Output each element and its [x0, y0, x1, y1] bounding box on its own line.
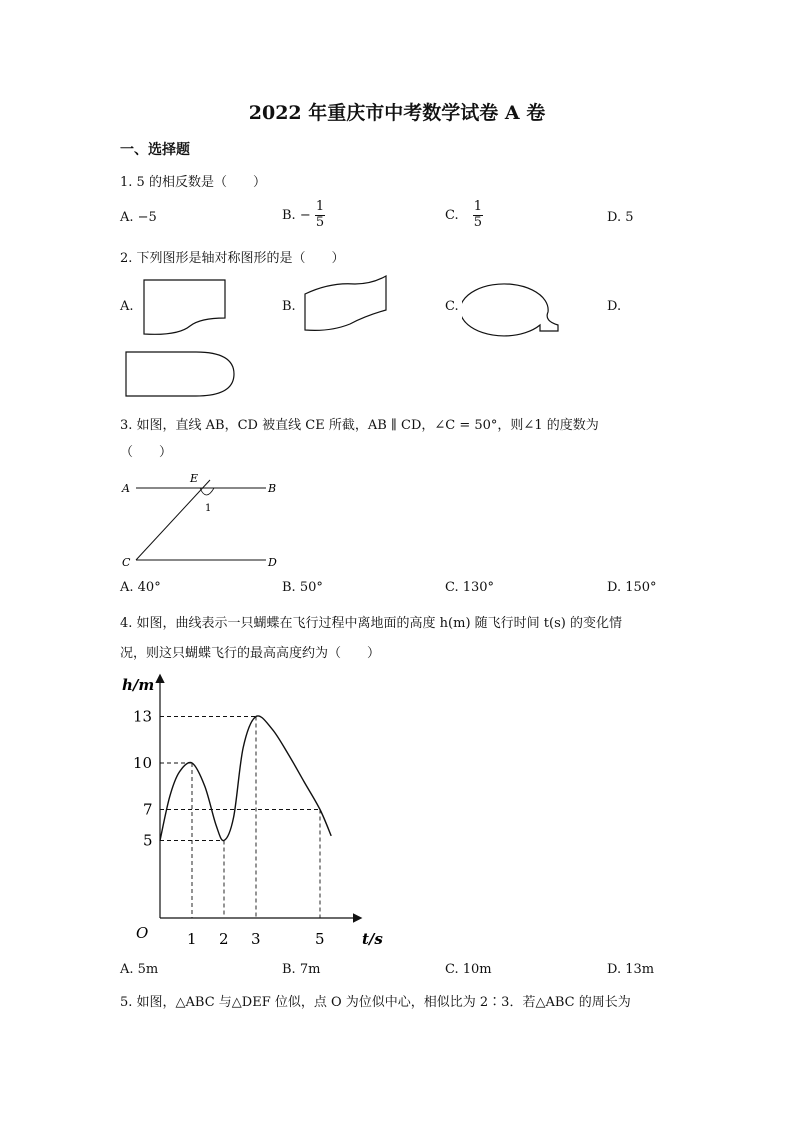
q1-option-b-denominator: 5	[315, 214, 325, 230]
label-c: C	[122, 556, 131, 569]
label-a: A	[122, 482, 130, 495]
q1-option-a: A. −5	[120, 210, 157, 225]
y-tick-label: 5	[143, 831, 153, 850]
q1-option-b-prefix: B. −	[282, 207, 311, 223]
q3-figure	[118, 468, 290, 572]
q1-option-b-numerator: 1	[315, 199, 325, 214]
x-tick-label: 2	[219, 930, 229, 948]
q4-option-c: C. 10m	[445, 962, 492, 977]
question-4-stem-line-2: 况，则这只蝴蝶飞行的最高高度约为（ ）	[120, 646, 381, 661]
q1-option-d: D. 5	[607, 210, 634, 225]
q3-option-a: A. 40°	[120, 580, 161, 595]
question-2-stem: 2. 下列图形是轴对称图形的是（ ）	[120, 251, 345, 266]
q3-option-d: D. 150°	[607, 580, 657, 595]
chart-tick-labels	[133, 708, 325, 949]
y-tick-label: 10	[133, 754, 153, 772]
q4-option-d: D. 13m	[607, 962, 655, 977]
origin-label: O	[136, 924, 149, 942]
y-axis-label: h/m	[122, 676, 155, 694]
question-4-stem-line-1: 4. 如图，曲线表示一只蝴蝶在飞行过程中离地面的高度 h(m) 随飞行时间 t(s) 的变化情	[120, 616, 622, 631]
y-tick-label: 13	[133, 707, 153, 726]
x-tick-label: 3	[251, 930, 261, 948]
section-heading: 一、选择题	[120, 142, 190, 158]
q2-shape-b	[300, 272, 392, 334]
line-ce	[136, 480, 210, 560]
q1-option-b-fraction	[315, 200, 325, 231]
q1-option-c-denominator: 5	[473, 214, 483, 230]
q1-option-c-numerator: 1	[473, 199, 483, 214]
page-title: 2022 年重庆市中考数学试卷 A 卷	[248, 102, 546, 124]
label-angle-1: 1	[205, 503, 212, 514]
label-e: E	[190, 472, 199, 485]
chart-guide-lines	[160, 717, 320, 919]
y-tick-label: 7	[143, 800, 153, 819]
q3-option-b: B. 50°	[282, 580, 323, 595]
q2-option-b-label: B.	[282, 299, 296, 314]
q1-option-b	[282, 200, 325, 231]
q1-option-c-prefix: C.	[445, 207, 459, 223]
height-curve	[160, 716, 331, 841]
q3-option-c: C. 130°	[445, 580, 495, 595]
q4-option-b: B. 7m	[282, 962, 321, 977]
q1-option-c-fraction	[473, 200, 483, 231]
q2-option-a-label: A.	[120, 299, 134, 314]
question-3-paren: （ ）	[120, 445, 173, 460]
q2-shape-d	[122, 348, 240, 402]
question-5-stem: 5. 如图，△ABC 与△DEF 位似，点 O 为位似中心，相似比为 2∶3．若△ABC 的周长为	[120, 995, 631, 1010]
q4-height-time-chart	[110, 668, 400, 953]
x-tick-label: 5	[315, 930, 325, 948]
question-3-stem: 3. 如图，直线 AB，CD 被直线 CE 所截，AB ∥ CD，∠C = 50°，则∠1 的度数为	[120, 418, 599, 433]
q2-option-c-label: C.	[445, 299, 459, 314]
label-d: D	[268, 556, 277, 569]
q2-shape-c	[462, 275, 564, 337]
question-1-stem: 1. 5 的相反数是（ ）	[120, 175, 266, 190]
label-b: B	[268, 482, 277, 495]
q4-option-a: A. 5m	[120, 962, 159, 977]
q1-option-c	[445, 200, 483, 231]
q2-option-d-label: D.	[607, 299, 622, 314]
x-axis-label: t/s	[362, 930, 383, 948]
x-tick-label: 1	[187, 930, 197, 948]
q2-shape-a	[140, 278, 230, 338]
